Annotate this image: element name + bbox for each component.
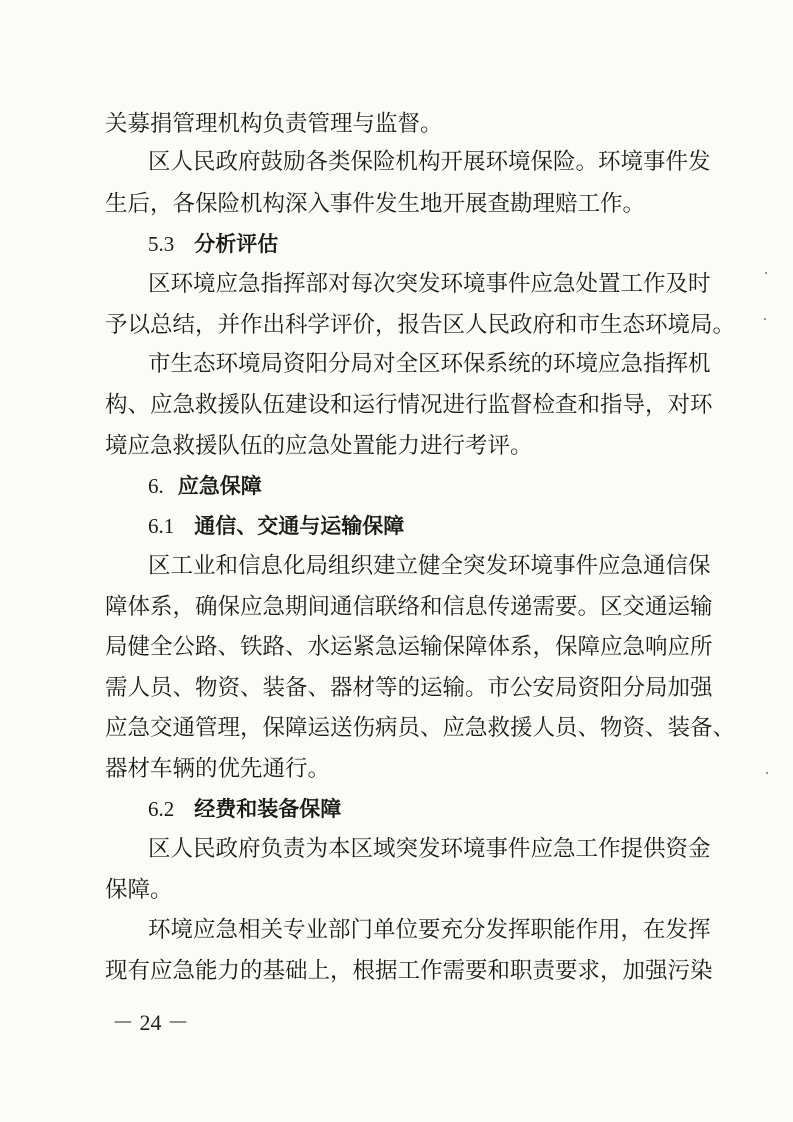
body-text-line: 应急交通管理，保障运送伤病员、应急救援人员、物资、装备、 bbox=[105, 715, 736, 741]
body-text-line: 区环境应急指挥部对每次突发环境事件应急处置工作及时 bbox=[148, 271, 711, 297]
body-text-line: 环境应急相关专业部门单位要充分发挥职能作用，在发挥 bbox=[148, 917, 711, 943]
section-number: 6. bbox=[148, 474, 164, 498]
body-text-line: 需人员、物资、装备、器材等的运输。市公安局资阳分局加强 bbox=[105, 675, 713, 701]
body-text-line: 构、应急救援队伍建设和运行情况进行监督检查和指导，对环 bbox=[105, 392, 713, 418]
body-text-line: 关募捐管理机构负责管理与监督。 bbox=[105, 111, 443, 137]
section-title: 分析评估 bbox=[194, 232, 279, 256]
section-number: 6.2 bbox=[148, 797, 175, 821]
body-text-line: 区人民政府负责为本区域突发环境事件应急工作提供资金 bbox=[148, 836, 711, 862]
scan-speck bbox=[766, 772, 768, 774]
section-number: 5.3 bbox=[148, 232, 175, 256]
section-title: 通信、交通与运输保障 bbox=[194, 514, 405, 538]
section-number: 6.1 bbox=[148, 514, 175, 538]
section-heading-6-1 bbox=[148, 507, 695, 545]
body-text-line: 现有应急能力的基础上，根据工作需要和职责要求，加强污染 bbox=[105, 958, 713, 984]
scan-speck bbox=[764, 318, 766, 320]
page-number: － 24 － bbox=[112, 1010, 190, 1035]
body-text-line: 生后，各保险机构深入事件发生地开展查勘理赔工作。 bbox=[105, 191, 646, 217]
body-text-line: 保障。 bbox=[105, 877, 173, 903]
section-heading-6 bbox=[148, 467, 695, 505]
section-title: 应急保障 bbox=[177, 474, 262, 498]
body-text-line: 区工业和信息化局组织建立健全突发环境事件应急通信保 bbox=[148, 553, 711, 579]
body-text-line: 局健全公路、铁路、水运紧急运输保障体系，保障应急响应所 bbox=[105, 634, 713, 660]
scan-speck bbox=[765, 272, 767, 274]
body-text-line: 市生态环境局资阳分局对全区环保系统的环境应急指挥机 bbox=[148, 351, 711, 377]
section-heading-5-3 bbox=[148, 225, 695, 263]
body-text-line: 境应急救援队伍的应急处置能力进行考评。 bbox=[105, 433, 533, 459]
body-text-line: 予以总结，并作出科学评价，报告区人民政府和市生态环境局。 bbox=[105, 312, 736, 338]
section-heading-6-2 bbox=[148, 790, 695, 828]
body-text-line: 障体系，确保应急期间通信联络和信息传递需要。区交通运输 bbox=[105, 594, 713, 620]
section-title: 经费和装备保障 bbox=[194, 797, 342, 821]
body-text-line: 器材车辆的优先通行。 bbox=[105, 756, 331, 782]
body-text-line: 区人民政府鼓励各类保险机构开展环境保险。环境事件发 bbox=[148, 149, 711, 175]
